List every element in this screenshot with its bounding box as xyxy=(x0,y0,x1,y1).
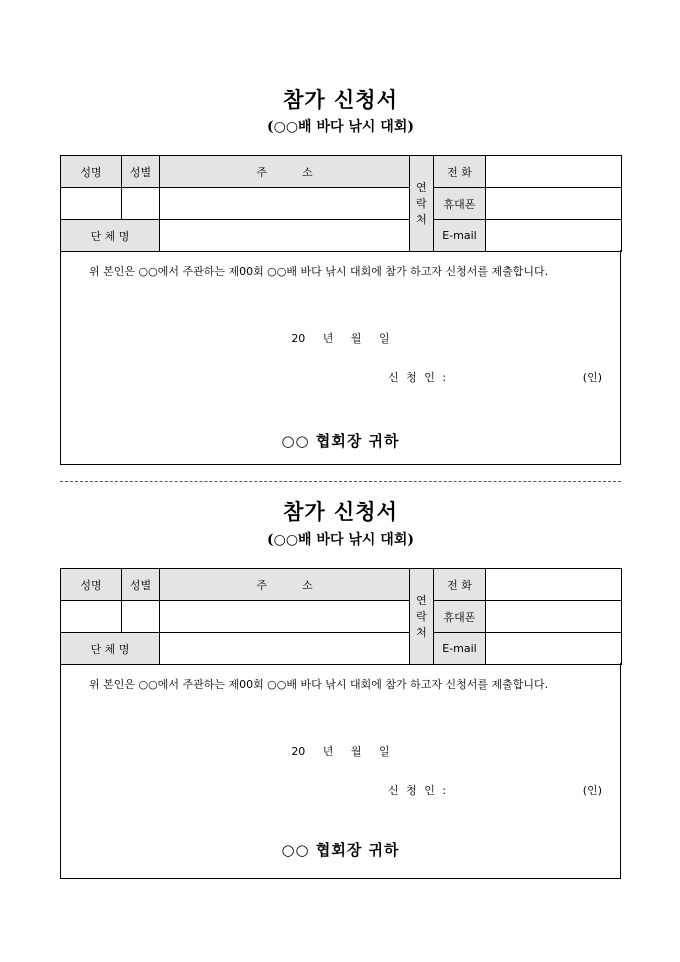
contact-char: 연 xyxy=(416,593,427,607)
applicant-info-table xyxy=(60,568,622,665)
mobile-header: 휴대폰 xyxy=(434,601,486,633)
mobile-header: 휴대폰 xyxy=(434,188,486,220)
date-line: 20 년 월 일 xyxy=(291,332,390,345)
contact-char: 연 xyxy=(416,180,427,194)
gender-header: 성별 xyxy=(122,156,160,188)
seal-label: (인) xyxy=(582,371,602,384)
name-header: 성명 xyxy=(61,156,122,188)
phone-header: 전 화 xyxy=(434,569,486,601)
contact-char: 처 xyxy=(416,212,427,226)
email-header: E-mail xyxy=(434,220,486,252)
phone-header: 전 화 xyxy=(434,156,486,188)
form-subtitle: (○○배 바다 낚시 대회) xyxy=(267,532,414,548)
contact-char: 락 xyxy=(416,609,427,623)
mobile-field[interactable] xyxy=(486,188,622,220)
form-subtitle: (○○배 바다 낚시 대회) xyxy=(267,119,414,135)
statement-box xyxy=(60,663,621,879)
gender-field[interactable] xyxy=(122,188,160,220)
date-line: 20 년 월 일 xyxy=(291,745,390,758)
address-header: 주 소 xyxy=(160,569,410,601)
addressee: ○○ 협회장 귀하 xyxy=(281,432,400,450)
gender-header: 성별 xyxy=(122,569,160,601)
mobile-field[interactable] xyxy=(486,601,622,633)
group-name-field[interactable] xyxy=(160,633,410,665)
name-field[interactable] xyxy=(61,601,122,633)
statement-box xyxy=(60,250,621,465)
name-header: 성명 xyxy=(61,569,122,601)
email-field[interactable] xyxy=(486,220,622,252)
contact-char: 락 xyxy=(416,196,427,210)
phone-field[interactable] xyxy=(486,569,622,601)
group-name-header: 단 체 명 xyxy=(61,220,160,252)
form-title: 참가 신청서 xyxy=(283,499,398,524)
applicant-info-table xyxy=(60,155,622,252)
address-field[interactable] xyxy=(160,188,410,220)
form-title: 참가 신청서 xyxy=(283,87,398,112)
phone-field[interactable] xyxy=(486,156,622,188)
seal-label: (인) xyxy=(582,784,602,797)
cut-line xyxy=(60,481,621,482)
contact-header xyxy=(410,569,434,665)
email-header: E-mail xyxy=(434,633,486,665)
gender-field[interactable] xyxy=(122,601,160,633)
addressee: ○○ 협회장 귀하 xyxy=(281,841,400,859)
contact-char: 처 xyxy=(416,625,427,639)
name-field[interactable] xyxy=(61,188,122,220)
group-name-field[interactable] xyxy=(160,220,410,252)
statement-text: 위 본인은 ○○에서 주관하는 제00회 ○○배 바다 낚시 대회에 참가 하고자 신청서를 제출합니다. xyxy=(89,265,549,278)
address-header: 주 소 xyxy=(160,156,410,188)
applicant-label: 신 청 인 : xyxy=(388,371,449,384)
contact-header xyxy=(410,156,434,252)
statement-text: 위 본인은 ○○에서 주관하는 제00회 ○○배 바다 낚시 대회에 참가 하고자 신청서를 제출합니다. xyxy=(89,678,549,691)
group-name-header: 단 체 명 xyxy=(61,633,160,665)
email-field[interactable] xyxy=(486,633,622,665)
applicant-label: 신 청 인 : xyxy=(388,784,449,797)
address-field[interactable] xyxy=(160,601,410,633)
